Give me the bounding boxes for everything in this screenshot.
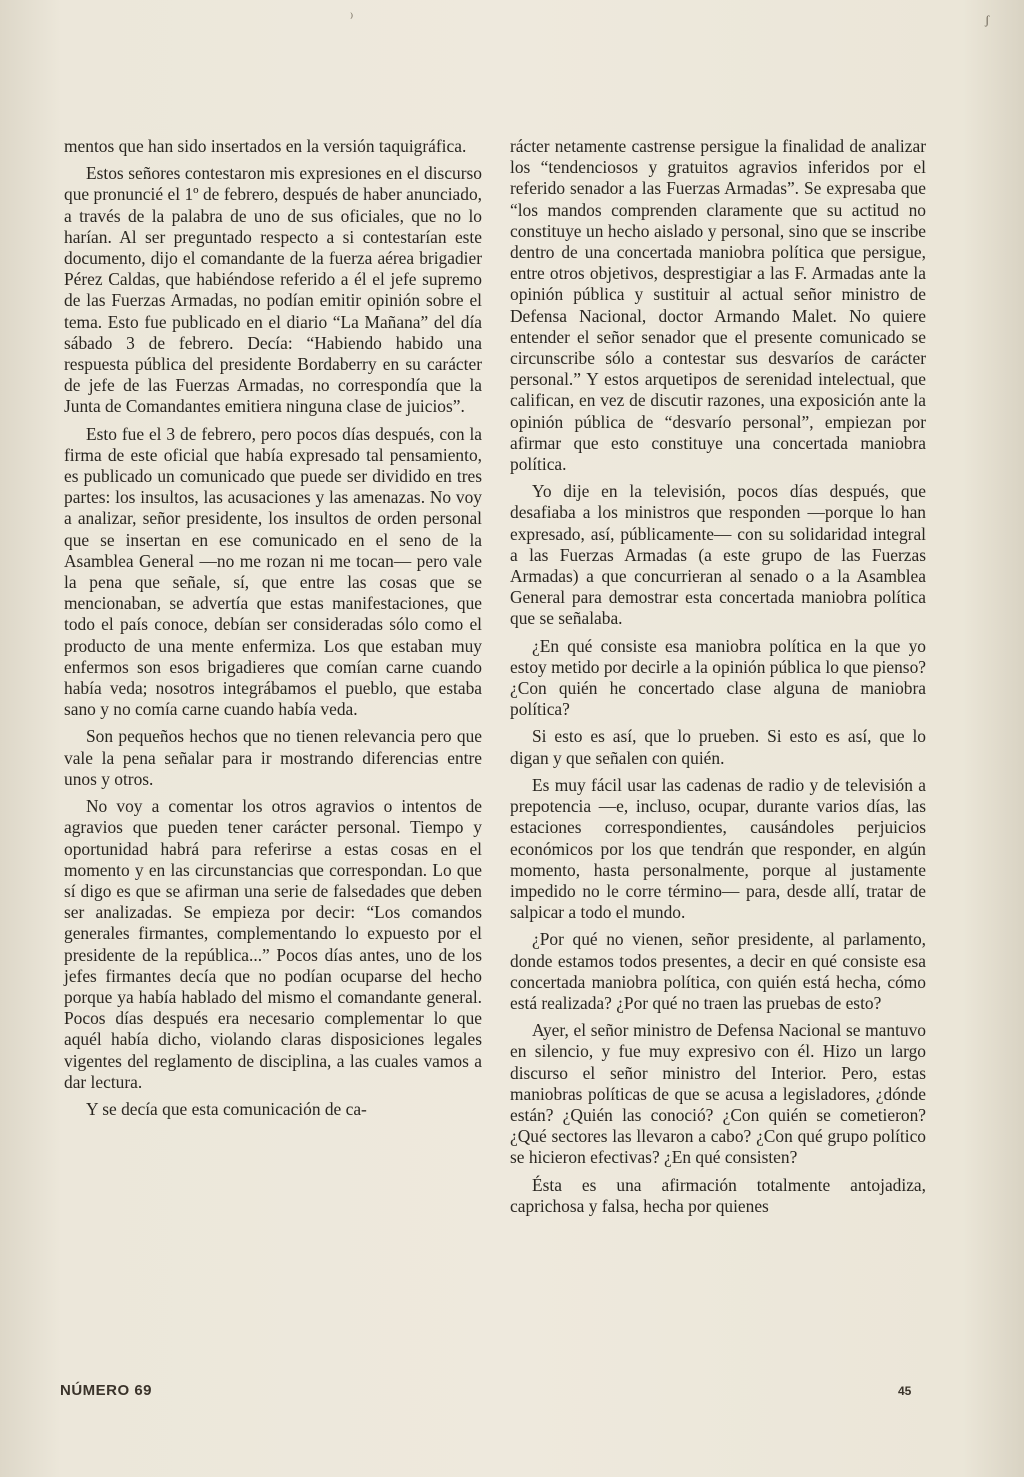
paragraph: No voy a comentar los otros agravios o intentos de agravios que pueden tener carácter personal. Tiempo y oportunidad habrá para referirse a estas cosas en el momento y en las circunstancias que correspondan. Lo que sí digo es que se afirman una serie de falsedades que deben ser analizadas. Se empieza por decir: “Los comandos generales firmantes, complementando lo expuesto por el presidente de la república...” Pocos días antes, uno de los jefes firmantes decía que no podían ocuparse del hecho porque ya había hablado del mismo el comandante general. Pocos días después era necesario complementar lo que aquél había dicho, violando claras disposiciones legales vigentes del reglamento de disciplina, a las cuales vamos a dar lectura. xyxy=(64,796,482,1092)
page-number: 45 xyxy=(898,1384,912,1398)
paragraph: Estos señores contestaron mis expresiones en el discurso que pronuncié el 1º de febrero, después de haber anunciado, a través de la palabra de uno de sus oficiales, que no lo harían. Al ser preguntado respecto a si contestarían este documento, dijo el comandante de la fuerza aérea brigadier Pérez Caldas, que habiéndose referido a él el jefe supremo de las Fuerzas Armadas, no podían emitir opinión sobre el tema. Esto fue publicado en el diario “La Mañana” del día sábado 3 de febrero. Decía: “Habiendo habido una respuesta pública del presidente Bordaberry en su carácter de jefe de las Fuerzas Armadas, no correspondía que la Junta de Comandantes emitiera ninguna clase de juicios”. xyxy=(64,163,482,417)
paragraph: Ayer, el señor ministro de Defensa Nacional se mantuvo en silencio, y fue muy expresivo con él. Hizo un largo discurso el señor ministro del Interior. Pero, estas maniobras políticas de que se acusa a legisladores, ¿dónde están? ¿Quién las conoció? ¿Con quién se cometieron? ¿Qué sectores las llevaron a cabo? ¿Con qué grupo político se hicieron efectivas? ¿En qué consisten? xyxy=(510,1020,926,1168)
paragraph: Si esto es así, que lo prueben. Si esto es así, que lo digan y que señalen con quién. xyxy=(510,726,926,768)
paragraph: ¿En qué consiste esa maniobra política en la que yo estoy metido por decirle a la opinión pública lo que pienso? ¿Con quién he concertado clase alguna de maniobra política? xyxy=(510,635,926,720)
paragraph: rácter netamente castrense persigue la finalidad de analizar los “tendenciosos y gratuitos agravios inferidos por el referido senador a las Fuerzas Armadas”. Se expresaba que “los mandos comprenden claramente que su actitud no constituye un hecho aislado y personal, sino que se inscribe dentro de una concertada maniobra política que persigue, entre otros objetivos, desprestigiar a las F. Armadas ante la opinión pública y sustituir al actual señor ministro de Defensa Nacional, doctor Armando Malet. No quiere entender el señor senador que el presente comunicado se circunscribe sólo a contestar sus desvaríos de carácter personal.” Y estos arquetipos de serenidad intelectual, que califican, en vez de discutir razones, una exposición ante la opinión pública de “desvarío personal”, empiezan por afirmar que esto constituye una concertada maniobra política. xyxy=(510,136,926,475)
paragraph: mentos que han sido insertados en la versión taquigráfica. xyxy=(64,136,467,156)
print-speck: ʃ xyxy=(985,12,990,27)
right-column xyxy=(510,136,926,1223)
paragraph: Esto fue el 3 de febrero, pero pocos días después, con la firma de este oficial que había expresado tal pensamiento, es publicado un comunicado que puede ser dividido en tres partes: los insultos, las acusaciones y las amenazas. No voy a analizar, señor presidente, los insultos de orden personal que se insertan en ese comunicado en el seno de la Asamblea General —no me rozan ni me tocan— pero vale la pena que señale, sí, que entre las cosas que se mencionaban, se advertía que estas manifestaciones, que todo el país conoce, debían ser consideradas sólo como el producto de una mente enfermiza. Los que estaban muy enfermos son esos brigadieres que comían carne cuando había veda; nosotros integrábamos el pueblo, que estaba sano y no comía carne cuando había veda. xyxy=(64,423,482,720)
paragraph: Ésta es una afirmación totalmente antojadiza, caprichosa y falsa, hecha por quienes xyxy=(510,1174,926,1216)
left-column xyxy=(64,136,482,1126)
print-speck: ⁾ xyxy=(350,10,354,25)
paragraph: Yo dije en la televisión, pocos días después, que desafiaba a los ministros que responden —porque lo han expresado, así, públicamente— con su solidaridad integral a las Fuerzas Armadas (a este grupo de las Fuerzas Armadas) a que concurrieran al senado o a la Asamblea General para demostrar esta concertada maniobra política que se señalaba. xyxy=(510,481,926,629)
paragraph: ¿Por qué no vienen, señor presidente, al parlamento, donde estamos todos presentes, a decir en qué consiste esa concertada maniobra política, con quién está hecha, cómo está realizada? ¿Por qué no traen las pruebas de esto? xyxy=(510,929,926,1013)
paragraph: Y se decía que esta comunicación de ca- xyxy=(86,1098,367,1119)
paragraph: Son pequeños hechos que no tienen relevancia pero que vale la pena señalar para ir mostrando diferencias entre unos y otros. xyxy=(64,726,482,789)
issue-label: NÚMERO 69 xyxy=(60,1382,153,1399)
paragraph: Es muy fácil usar las cadenas de radio y de televisión a prepotencia —e, incluso, ocupar, durante varios días, las estaciones correspondientes, causándoles perjuicios económicos por los que tendrán que responder, en algún momento, hasta personalmente, porque al justamente impedido no le corre término— para, desde allí, tratar de salpicar a todo el mundo. xyxy=(510,774,926,923)
